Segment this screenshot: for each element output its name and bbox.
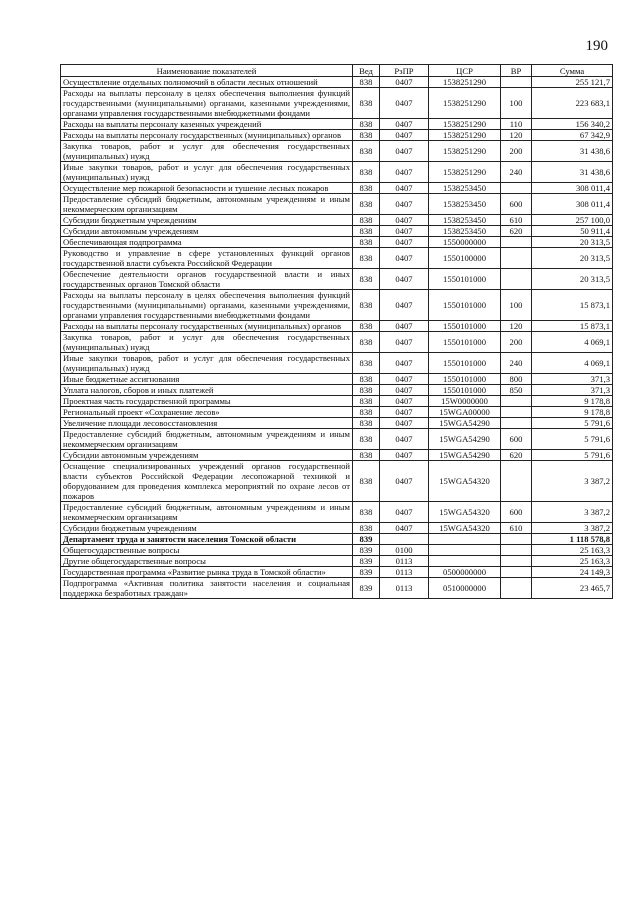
cell-ved: 838 <box>353 226 380 237</box>
cell-ved: 838 <box>353 119 380 130</box>
table-row <box>61 578 613 599</box>
cell-vr: 200 <box>501 141 532 162</box>
cell-csr: 1538253450 <box>429 183 501 194</box>
cell-rzpr: 0407 <box>380 396 429 407</box>
cell-vr <box>501 461 532 502</box>
cell-name: Подпрограмма «Активная политика занятости населения и социальная поддержка безработных граждан» <box>61 578 353 599</box>
cell-ved: 838 <box>353 332 380 353</box>
table-row <box>61 321 613 332</box>
cell-csr: 1550101000 <box>429 385 501 396</box>
table-row <box>61 237 613 248</box>
cell-vr: 620 <box>501 226 532 237</box>
cell-name: Субсидии автономным учреждениям <box>61 450 353 461</box>
cell-rzpr: 0407 <box>380 502 429 523</box>
table-row <box>61 545 613 556</box>
table-row <box>61 429 613 450</box>
cell-sum: 15 873,1 <box>532 321 613 332</box>
table-row <box>61 418 613 429</box>
cell-ved: 838 <box>353 418 380 429</box>
cell-rzpr: 0113 <box>380 567 429 578</box>
cell-name: Иные бюджетные ассигнования <box>61 374 353 385</box>
cell-vr: 800 <box>501 374 532 385</box>
cell-sum: 9 178,8 <box>532 407 613 418</box>
cell-sum: 9 178,8 <box>532 396 613 407</box>
cell-vr: 100 <box>501 290 532 321</box>
table-row <box>61 141 613 162</box>
cell-rzpr: 0407 <box>380 332 429 353</box>
cell-vr: 600 <box>501 194 532 215</box>
table-row <box>61 119 613 130</box>
cell-rzpr: 0407 <box>380 88 429 119</box>
cell-vr: 600 <box>501 429 532 450</box>
table-row <box>61 396 613 407</box>
cell-vr <box>501 407 532 418</box>
cell-vr <box>501 183 532 194</box>
cell-sum: 20 313,5 <box>532 248 613 269</box>
cell-sum: 308 011,4 <box>532 194 613 215</box>
table-row <box>61 556 613 567</box>
cell-csr: 15WGA54290 <box>429 429 501 450</box>
cell-rzpr: 0407 <box>380 269 429 290</box>
cell-vr: 610 <box>501 523 532 534</box>
cell-vr: 200 <box>501 332 532 353</box>
cell-vr: 110 <box>501 119 532 130</box>
cell-csr: 1538251290 <box>429 88 501 119</box>
cell-rzpr: 0407 <box>380 418 429 429</box>
cell-ved: 839 <box>353 534 380 545</box>
cell-vr <box>501 418 532 429</box>
table-row <box>61 523 613 534</box>
cell-name: Оснащение специализированных учреждений органов государственной власти субъектов Российской Федерации лесопожарной техникой и оборудованием для проведения комплекса мероприятий по охране лесов от пожаров <box>61 461 353 502</box>
cell-vr <box>501 396 532 407</box>
cell-sum: 67 342,9 <box>532 130 613 141</box>
cell-sum: 4 069,1 <box>532 332 613 353</box>
cell-vr <box>501 534 532 545</box>
cell-sum: 5 791,6 <box>532 418 613 429</box>
cell-vr <box>501 578 532 599</box>
cell-ved: 838 <box>353 183 380 194</box>
cell-ved: 838 <box>353 502 380 523</box>
table-row <box>61 461 613 502</box>
cell-csr: 1538251290 <box>429 119 501 130</box>
cell-csr: 15WGA54290 <box>429 418 501 429</box>
cell-csr: 1550000000 <box>429 237 501 248</box>
table-row <box>61 534 613 545</box>
cell-ved: 838 <box>353 290 380 321</box>
cell-csr: 1550101000 <box>429 290 501 321</box>
cell-sum: 15 873,1 <box>532 290 613 321</box>
cell-vr: 610 <box>501 215 532 226</box>
cell-ved: 838 <box>353 450 380 461</box>
cell-name: Региональный проект «Сохранение лесов» <box>61 407 353 418</box>
cell-rzpr: 0407 <box>380 248 429 269</box>
cell-csr <box>429 545 501 556</box>
cell-rzpr: 0407 <box>380 450 429 461</box>
cell-csr: 15WGA54320 <box>429 523 501 534</box>
cell-ved: 839 <box>353 578 380 599</box>
cell-sum: 5 791,6 <box>532 450 613 461</box>
cell-name: Предоставление субсидий бюджетным, автономным учреждениям и иным некоммерческим организациям <box>61 429 353 450</box>
cell-sum: 223 683,1 <box>532 88 613 119</box>
cell-name: Закупка товаров, работ и услуг для обеспечения государственных (муниципальных) нужд <box>61 141 353 162</box>
header-name: Наименование показателей <box>61 65 353 77</box>
cell-vr: 100 <box>501 88 532 119</box>
cell-name: Предоставление субсидий бюджетным, автономным учреждениям и иным некоммерческим организациям <box>61 502 353 523</box>
cell-csr: 1550101000 <box>429 353 501 374</box>
cell-ved: 838 <box>353 88 380 119</box>
cell-name: Увеличение площади лесовосстановления <box>61 418 353 429</box>
cell-vr: 600 <box>501 502 532 523</box>
cell-rzpr: 0407 <box>380 237 429 248</box>
cell-vr: 120 <box>501 130 532 141</box>
cell-name: Расходы на выплаты персоналу государственных (муниципальных) органов <box>61 321 353 332</box>
cell-vr: 850 <box>501 385 532 396</box>
cell-ved: 838 <box>353 130 380 141</box>
cell-sum: 20 313,5 <box>532 237 613 248</box>
cell-csr: 1538251290 <box>429 162 501 183</box>
cell-vr: 240 <box>501 353 532 374</box>
cell-csr: 1550101000 <box>429 332 501 353</box>
cell-ved: 838 <box>353 237 380 248</box>
cell-csr: 1538253450 <box>429 194 501 215</box>
header-vr: ВР <box>501 65 532 77</box>
cell-ved: 838 <box>353 407 380 418</box>
cell-csr: 1550101000 <box>429 374 501 385</box>
cell-rzpr: 0407 <box>380 119 429 130</box>
cell-rzpr: 0407 <box>380 321 429 332</box>
cell-rzpr: 0407 <box>380 290 429 321</box>
cell-ved: 838 <box>353 269 380 290</box>
cell-name: Департамент труда и занятости населения Томской области <box>61 534 353 545</box>
cell-rzpr: 0407 <box>380 183 429 194</box>
cell-name: Уплата налогов, сборов и иных платежей <box>61 385 353 396</box>
cell-ved: 838 <box>353 396 380 407</box>
cell-name: Расходы на выплаты персоналу казенных учреждений <box>61 119 353 130</box>
table-row <box>61 248 613 269</box>
cell-sum: 3 387,2 <box>532 461 613 502</box>
cell-csr: 1538251290 <box>429 77 501 88</box>
table-row <box>61 332 613 353</box>
cell-csr: 15WGA54320 <box>429 502 501 523</box>
cell-csr: 1538251290 <box>429 141 501 162</box>
table-row <box>61 269 613 290</box>
table-row <box>61 215 613 226</box>
cell-vr: 240 <box>501 162 532 183</box>
cell-rzpr: 0407 <box>380 162 429 183</box>
cell-csr: 1538253450 <box>429 215 501 226</box>
table-row <box>61 194 613 215</box>
cell-csr: 15W0000000 <box>429 396 501 407</box>
cell-sum: 24 149,3 <box>532 567 613 578</box>
cell-name: Предоставление субсидий бюджетным, автономным учреждениям и иным некоммерческим организациям <box>61 194 353 215</box>
cell-rzpr: 0407 <box>380 226 429 237</box>
cell-rzpr: 0100 <box>380 545 429 556</box>
cell-sum: 25 163,3 <box>532 545 613 556</box>
cell-ved: 838 <box>353 321 380 332</box>
cell-name: Субсидии бюджетным учреждениям <box>61 215 353 226</box>
table-row <box>61 130 613 141</box>
cell-vr <box>501 269 532 290</box>
table-row <box>61 290 613 321</box>
table-row <box>61 77 613 88</box>
cell-vr <box>501 567 532 578</box>
cell-sum: 3 387,2 <box>532 523 613 534</box>
cell-name: Обеспечивающая подпрограмма <box>61 237 353 248</box>
cell-sum: 257 100,0 <box>532 215 613 226</box>
cell-name: Расходы на выплаты персоналу государственных (муниципальных) органов <box>61 130 353 141</box>
cell-csr: 1538253450 <box>429 226 501 237</box>
cell-sum: 1 118 578,8 <box>532 534 613 545</box>
cell-name: Общегосударственные вопросы <box>61 545 353 556</box>
table-row <box>61 450 613 461</box>
cell-csr: 1550100000 <box>429 248 501 269</box>
cell-name: Субсидии бюджетным учреждениям <box>61 523 353 534</box>
cell-rzpr: 0407 <box>380 215 429 226</box>
cell-ved: 838 <box>353 162 380 183</box>
cell-vr: 120 <box>501 321 532 332</box>
table-row <box>61 162 613 183</box>
cell-rzpr: 0407 <box>380 385 429 396</box>
cell-rzpr: 0407 <box>380 374 429 385</box>
table-row <box>61 407 613 418</box>
cell-name: Обеспечение деятельности органов государственной власти и иных государственных органов Томской области <box>61 269 353 290</box>
cell-ved: 838 <box>353 215 380 226</box>
cell-vr: 620 <box>501 450 532 461</box>
table-row <box>61 374 613 385</box>
cell-csr <box>429 534 501 545</box>
cell-csr: 0510000000 <box>429 578 501 599</box>
cell-name: Закупка товаров, работ и услуг для обеспечения государственных (муниципальных) нужд <box>61 332 353 353</box>
cell-name: Осуществление мер пожарной безопасности и тушение лесных пожаров <box>61 183 353 194</box>
cell-ved: 839 <box>353 556 380 567</box>
cell-sum: 23 465,7 <box>532 578 613 599</box>
cell-vr <box>501 237 532 248</box>
cell-vr <box>501 77 532 88</box>
table-row <box>61 502 613 523</box>
cell-csr <box>429 556 501 567</box>
table-row <box>61 183 613 194</box>
cell-sum: 31 438,6 <box>532 141 613 162</box>
table-row <box>61 88 613 119</box>
cell-sum: 371,3 <box>532 385 613 396</box>
cell-ved: 838 <box>353 523 380 534</box>
cell-sum: 308 011,4 <box>532 183 613 194</box>
cell-ved: 838 <box>353 248 380 269</box>
header-sum: Сумма <box>532 65 613 77</box>
cell-ved: 839 <box>353 545 380 556</box>
cell-ved: 838 <box>353 385 380 396</box>
table-row <box>61 385 613 396</box>
cell-name: Руководство и управление в сфере установленных функций органов государственной власти субъекта Российской Федерации <box>61 248 353 269</box>
cell-ved: 838 <box>353 353 380 374</box>
cell-name: Осуществление отдельных полномочий в области лесных отношений <box>61 77 353 88</box>
cell-ved: 838 <box>353 141 380 162</box>
cell-sum: 4 069,1 <box>532 353 613 374</box>
cell-vr <box>501 545 532 556</box>
cell-name: Иные закупки товаров, работ и услуг для обеспечения государственных (муниципальных) нужд <box>61 353 353 374</box>
cell-sum: 3 387,2 <box>532 502 613 523</box>
cell-name: Расходы на выплаты персоналу в целях обеспечения выполнения функций государственными (муниципальными) органами, казенными учреждениями, органами управления государственными внебюджетными фондами <box>61 88 353 119</box>
cell-name: Государственная программа «Развитие рынка труда в Томской области» <box>61 567 353 578</box>
cell-sum: 31 438,6 <box>532 162 613 183</box>
cell-csr: 15WGA54320 <box>429 461 501 502</box>
cell-ved: 838 <box>353 374 380 385</box>
cell-name: Расходы на выплаты персоналу в целях обеспечения выполнения функций государственными (муниципальными) органами, казенными учреждениями, органами управления государственными внебюджетными фондами <box>61 290 353 321</box>
table-body <box>61 77 613 599</box>
cell-vr <box>501 556 532 567</box>
cell-rzpr: 0407 <box>380 77 429 88</box>
page-number: 190 <box>585 38 608 54</box>
cell-csr: 1550101000 <box>429 321 501 332</box>
header-rzpr: РзПР <box>380 65 429 77</box>
cell-csr: 1538251290 <box>429 130 501 141</box>
cell-name: Иные закупки товаров, работ и услуг для обеспечения государственных (муниципальных) нужд <box>61 162 353 183</box>
cell-csr: 15WGA00000 <box>429 407 501 418</box>
cell-ved: 838 <box>353 77 380 88</box>
table-row <box>61 353 613 374</box>
cell-rzpr: 0407 <box>380 194 429 215</box>
cell-sum: 50 911,4 <box>532 226 613 237</box>
cell-name: Другие общегосударственные вопросы <box>61 556 353 567</box>
table-row <box>61 567 613 578</box>
cell-rzpr: 0407 <box>380 353 429 374</box>
cell-sum: 25 163,3 <box>532 556 613 567</box>
table-header-row <box>61 65 613 77</box>
cell-name: Проектная часть государственной программы <box>61 396 353 407</box>
cell-csr: 1550101000 <box>429 269 501 290</box>
cell-ved: 838 <box>353 194 380 215</box>
cell-vr <box>501 248 532 269</box>
budget-table <box>60 64 613 599</box>
cell-rzpr: 0113 <box>380 556 429 567</box>
cell-rzpr: 0407 <box>380 429 429 450</box>
cell-csr: 15WGA54290 <box>429 450 501 461</box>
cell-ved: 838 <box>353 429 380 450</box>
cell-rzpr: 0113 <box>380 578 429 599</box>
cell-ved: 838 <box>353 461 380 502</box>
cell-ved: 839 <box>353 567 380 578</box>
cell-sum: 371,3 <box>532 374 613 385</box>
cell-rzpr <box>380 534 429 545</box>
cell-sum: 156 340,2 <box>532 119 613 130</box>
cell-sum: 255 121,7 <box>532 77 613 88</box>
cell-csr: 0500000000 <box>429 567 501 578</box>
cell-rzpr: 0407 <box>380 523 429 534</box>
cell-name: Субсидии автономным учреждениям <box>61 226 353 237</box>
cell-rzpr: 0407 <box>380 130 429 141</box>
cell-rzpr: 0407 <box>380 461 429 502</box>
cell-sum: 5 791,6 <box>532 429 613 450</box>
cell-sum: 20 313,5 <box>532 269 613 290</box>
header-ved: Вед <box>353 65 380 77</box>
cell-rzpr: 0407 <box>380 407 429 418</box>
table-row <box>61 226 613 237</box>
cell-rzpr: 0407 <box>380 141 429 162</box>
header-csr: ЦСР <box>429 65 501 77</box>
